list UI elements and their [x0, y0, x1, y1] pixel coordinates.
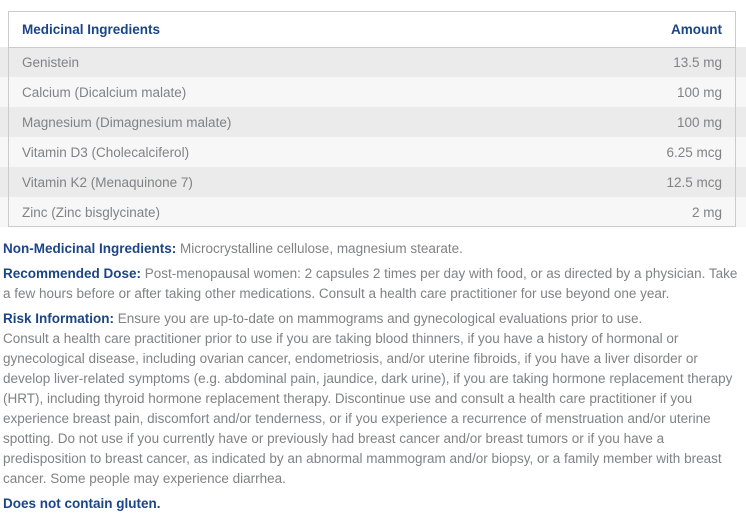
risk-information-label: Risk Information: — [3, 311, 115, 326]
ingredient-name: Vitamin K2 (Menaquinone 7) — [0, 167, 442, 197]
ingredients-column-header: Medicinal Ingredients — [0, 11, 442, 47]
non-medicinal-ingredients-text: Microcrystalline cellulose, magnesium stearate. — [176, 241, 463, 256]
medicinal-ingredients-table — [0, 11, 746, 227]
ingredient-amount: 100 mg — [442, 107, 746, 137]
recommended-dose-label: Recommended Dose: — [3, 266, 142, 281]
ingredient-name: Zinc (Zinc bisglycinate) — [0, 197, 442, 227]
ingredient-amount: 12.5 mcg — [442, 167, 746, 197]
table-row — [0, 167, 746, 197]
table-row — [0, 137, 746, 167]
ingredient-amount: 6.25 mcg — [442, 137, 746, 167]
table-body — [0, 47, 746, 227]
table-row — [0, 197, 746, 227]
table-row — [0, 77, 746, 107]
ingredient-name: Calcium (Dicalcium malate) — [0, 77, 442, 107]
non-medicinal-ingredients-label: Non-Medicinal Ingredients: — [3, 241, 177, 256]
table-row — [0, 47, 746, 77]
ingredient-name: Genistein — [0, 47, 442, 77]
risk-information-intro: Ensure you are up-to-date on mammograms and gynecological evaluations prior to use. — [114, 311, 643, 326]
medicinal-ingredients-table-section — [0, 11, 746, 227]
table-header-row — [0, 11, 746, 47]
amount-column-header: Amount — [442, 11, 746, 47]
ingredient-name: Magnesium (Dimagnesium malate) — [0, 107, 442, 137]
table-row — [0, 107, 746, 137]
ingredient-amount: 100 mg — [442, 77, 746, 107]
non-medicinal-ingredients-paragraph — [3, 239, 740, 259]
recommended-dose-text: Post-menopausal women: 2 capsules 2 times per day with food, or as directed by a physician. Take a few hours before or after taking other medications. Consult a health care practitioner for use beyond one year. — [3, 266, 738, 301]
recommended-dose-paragraph — [3, 264, 740, 304]
ingredient-amount: 2 mg — [442, 197, 746, 227]
table-header — [0, 11, 746, 47]
risk-information-paragraph — [3, 309, 740, 489]
ingredient-name: Vitamin D3 (Cholecalciferol) — [0, 137, 442, 167]
supplement-info-text — [3, 239, 740, 514]
risk-information-details: Consult a health care practitioner prior to use if you are taking blood thinners, if you have a history of hormonal or gynecological disease, including ovarian cancer, endometriosis, and/or uterine fibroids, if you have a liver disorder or develop liver-related symptoms (e.g. abdominal pain, jaundice, dark urine), if you are taking hormone replacement therapy (HRT), including thyroid hormone replacement therapy. Discontinue use and consult a health care practitioner if you experience breast pain, discomfort and/or tenderness, or if you experience a recurrence of menstruation and/or uterine spotting. Do not use if you currently have or previously had breast cancer and/or breast tumors or if you have a predisposition to breast cancer, as indicated by an abnormal mammogram and/or biopsy, or a family member with breast cancer. Some people may experience diarrhea. — [3, 331, 733, 486]
ingredient-amount: 13.5 mg — [442, 47, 746, 77]
gluten-free-note: Does not contain gluten. — [3, 496, 161, 511]
